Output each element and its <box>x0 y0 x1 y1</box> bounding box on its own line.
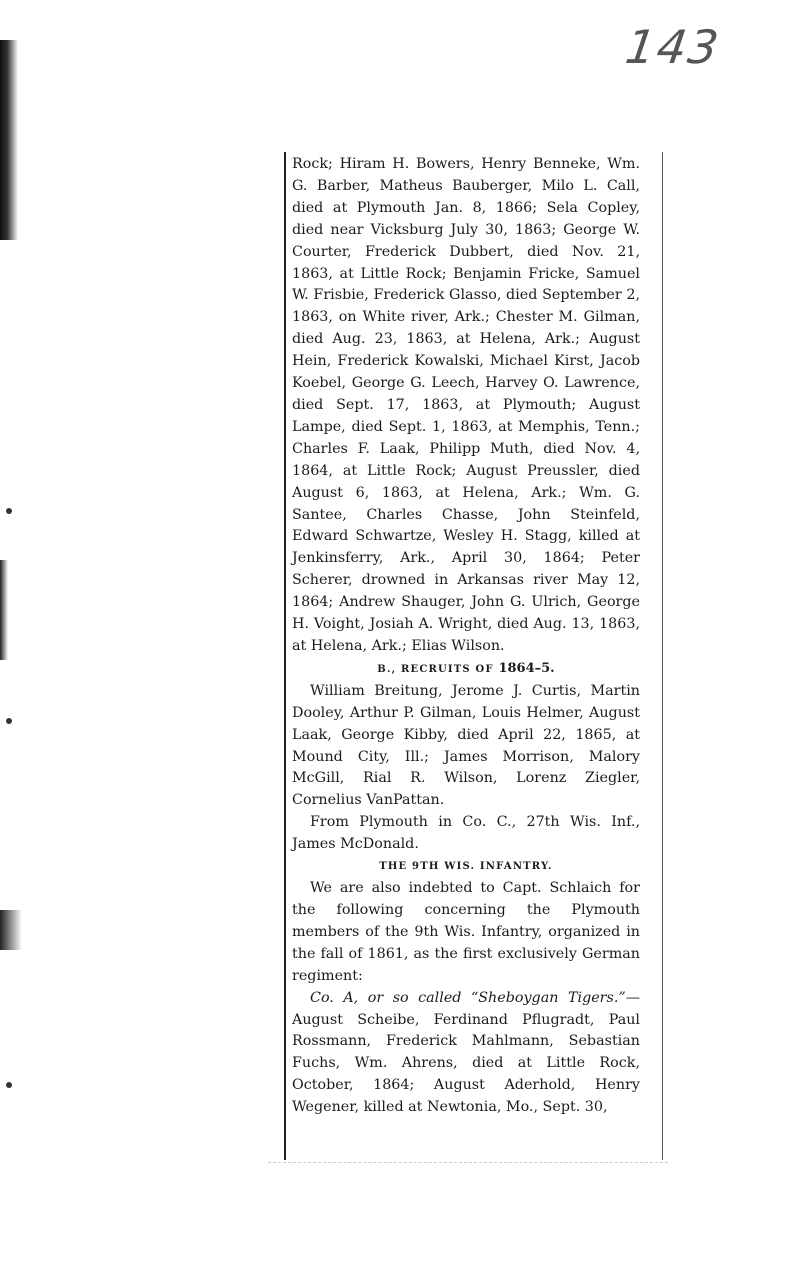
binding-mark <box>6 1082 12 1088</box>
subheading-recruits <box>292 658 640 681</box>
page-edge-shadow <box>0 40 18 240</box>
clipping-bottom-edge <box>268 1162 668 1164</box>
subheading-recruits-years: 1864–5. <box>498 660 555 676</box>
subheading-recruits-label: B., RECRUITS OF <box>377 663 494 675</box>
company-a-paragraph <box>292 988 640 1119</box>
binding-mark <box>6 718 12 724</box>
newspaper-column <box>292 154 640 1119</box>
binding-mark <box>6 508 12 514</box>
page-edge-shadow <box>0 910 22 950</box>
company-a-lead: Co. A, or so called “Sheboygan Tigers.”— <box>310 989 640 1006</box>
recruits-paragraph: William Breitung, Jerome J. Curtis, Martin Dooley, Arthur P. Gilman, Louis Helmer, August Laak, George Kibby, died April 22, 1865, at Mound City, Ill.; James Morrison, Malory McGill, Rial R. Wilson, Lorenz Ziegler, Cornelius VanPattan. <box>292 682 640 809</box>
roster-paragraph: Rock; Hiram H. Bowers, Henry Benneke, Wm. G. Barber, Matheus Bauberger, Milo L. Call, died at Plymouth Jan. 8, 1866; Sela Copley, died near Vicksburg July 30, 1863; George W. Courter, Frederick Dubbert, died Nov. 21, 1863, at Little Rock; Benjamin Fricke, Samuel W. Frisbie, Frederick Glasso, died September 2, 1863, on White river, Ark.; Chester M. Gilman, died Aug. 23, 1863, at Helena, Ark.; August Hein, Frederick Kowalski, Michael Kirst, Jacob Koebel, George G. Leech, Harvey O. Lawrence, died Sept. 17, 1863, at Plymouth; August Lampe, died Sept. 1, 1863, at Memphis, Tenn.; Charles F. Laak, Philipp Muth, died Nov. 4, 1864, at Little Rock; August Preussler, died August 6, 1863, at Helena, Ark.; Wm. G. Santee, Charles Chasse, John Steinfeld, Edward Schwartze, Wesley H. Stagg, killed at Jenkinsferry, Ark., April 30, 1864; Peter Scherer, drowned in Arkansas river May 12, 1864; Andrew Shauger, John G. Ulrich, George H. Voight, Josiah A. Wright, died Aug. 13, 1863, at Helena, Ark.; Elias Wilson. <box>292 156 640 654</box>
page-edge-shadow <box>0 560 8 660</box>
co-c-paragraph: From Plymouth in Co. C., 27th Wis. Inf., James McDonald. <box>292 814 640 853</box>
intro-paragraph: We are also indebted to Capt. Schlaich for the following concerning the Plymouth members of the 9th Wis. Infantry, organized in the fall of 1861, as the first exclusively German regiment: <box>292 880 640 984</box>
company-a-names: August Scheibe, Ferdinand Pflugradt, Paul Rossmann, Frederick Mahlmann, Sebastian Fuchs, Wm. Ahrens, died at Little Rock, October, 1864; August Aderhold, Henry Wegener, killed at Newtonia, Mo., Sept. 30, <box>292 1011 640 1116</box>
subheading-9th-infantry: THE 9TH WIS. INFANTRY. <box>379 861 553 873</box>
page-number: 143 <box>622 20 724 74</box>
